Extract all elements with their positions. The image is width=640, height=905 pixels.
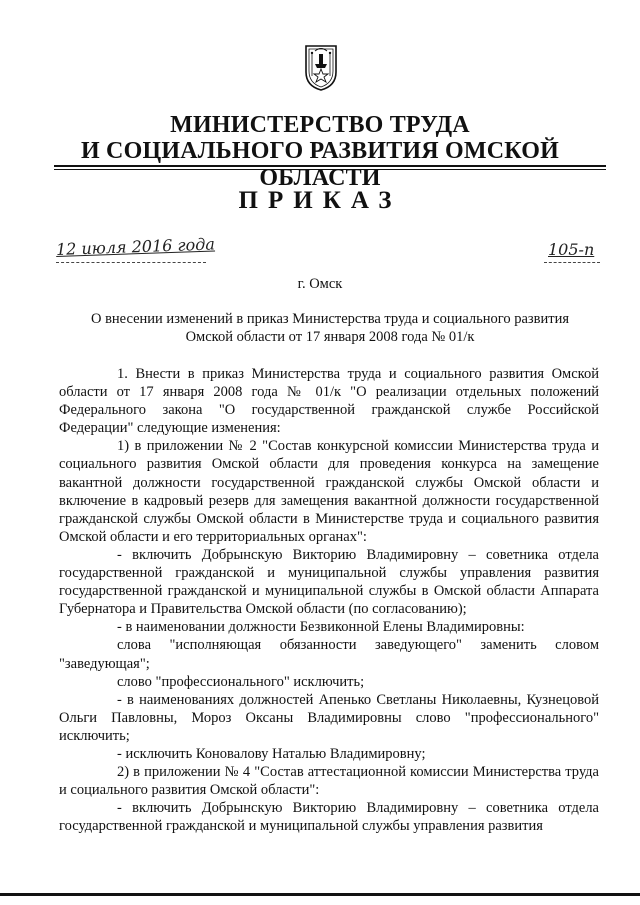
paragraph-bezvikonnaya: - в наименовании должности Безвиконной Елены Владимировны:	[117, 619, 525, 636]
paragraph-item-1: 1. Внести в приказ Министерства труда и социального развития Омской области от 17 января 2008 года № 01/к "О реализации отдельных положений Федерального закона "О государственной гражданской службе Российской Федерации" следующие изменения:	[59, 366, 599, 437]
paragraph-exclude-word: слово "профессионального" исключить;	[117, 673, 365, 690]
date-field-line	[56, 262, 206, 263]
scan-bottom-border	[0, 893, 640, 896]
coat-of-arms-emblem	[303, 42, 339, 92]
handwritten-number: 105-п	[548, 240, 595, 259]
paragraph-subitem-1: 1) в приложении № 2 "Состав конкурсной комиссии Министерства труда и социального развития Омской области для проведения конкурса на замещение вакантной должности государственной гражданской службы Омской области и включение в кадровый резерв для замещения вакантной должности государственной гражданской службы Омской области в Министерстве труда и социального развития Омской области и его территориальных органах":	[59, 438, 599, 545]
paragraph-include-dobrynskaya: - включить Добрынскую Викторию Владимировну – советника отдела государственной гражданской и муниципальной службы управления развития государственной гражданской и муниципальной службы в Омской области Аппарата Губернатора и Правительства Омской области (по согласованию);	[59, 546, 599, 618]
header-rule-thick	[54, 165, 606, 167]
order-subject: О внесении изменений в приказ Министерства труда и социального развития Омской области от 17 января 2008 года № 01/к	[90, 311, 570, 345]
ministry-title-line-2: И СОЦИАЛЬНОГО РАЗВИТИЯ ОМСКОЙ ОБЛАСТИ	[80, 138, 560, 191]
city-line: г. Омск	[297, 276, 343, 292]
paragraph-subitem-2: 2) в приложении № 4 "Состав аттестационной комиссии Министерства труда и социального развития Омской области":	[59, 764, 599, 799]
document-type-heading: ПРИКАЗ	[238, 187, 402, 214]
header-rule-thin	[54, 169, 606, 170]
order-body	[59, 365, 599, 835]
paragraph-positions-rename: - в наименованиях должностей Апенько Светланы Николаевны, Кузнецовой Ольги Павловны, Мороз Оксаны Владимировны слово "профессионального" исключить;	[59, 691, 599, 744]
paragraph-replace-words: слова "исполняющая обязанности заведующего" заменить словом "заведующая";	[59, 637, 599, 672]
paragraph-include-dobrynskaya-2: - включить Добрынскую Викторию Владимировну – советника отдела государственной гражданской и муниципальной службы управления развития	[59, 800, 599, 835]
paragraph-exclude-konovalova: - исключить Коновалову Наталью Владимировну;	[117, 745, 426, 762]
number-field-line	[544, 262, 600, 263]
handwritten-date: 12 июля 2016 года	[55, 234, 216, 259]
ministry-title-line-1: МИНИСТЕРСТВО ТРУДА	[170, 112, 470, 138]
